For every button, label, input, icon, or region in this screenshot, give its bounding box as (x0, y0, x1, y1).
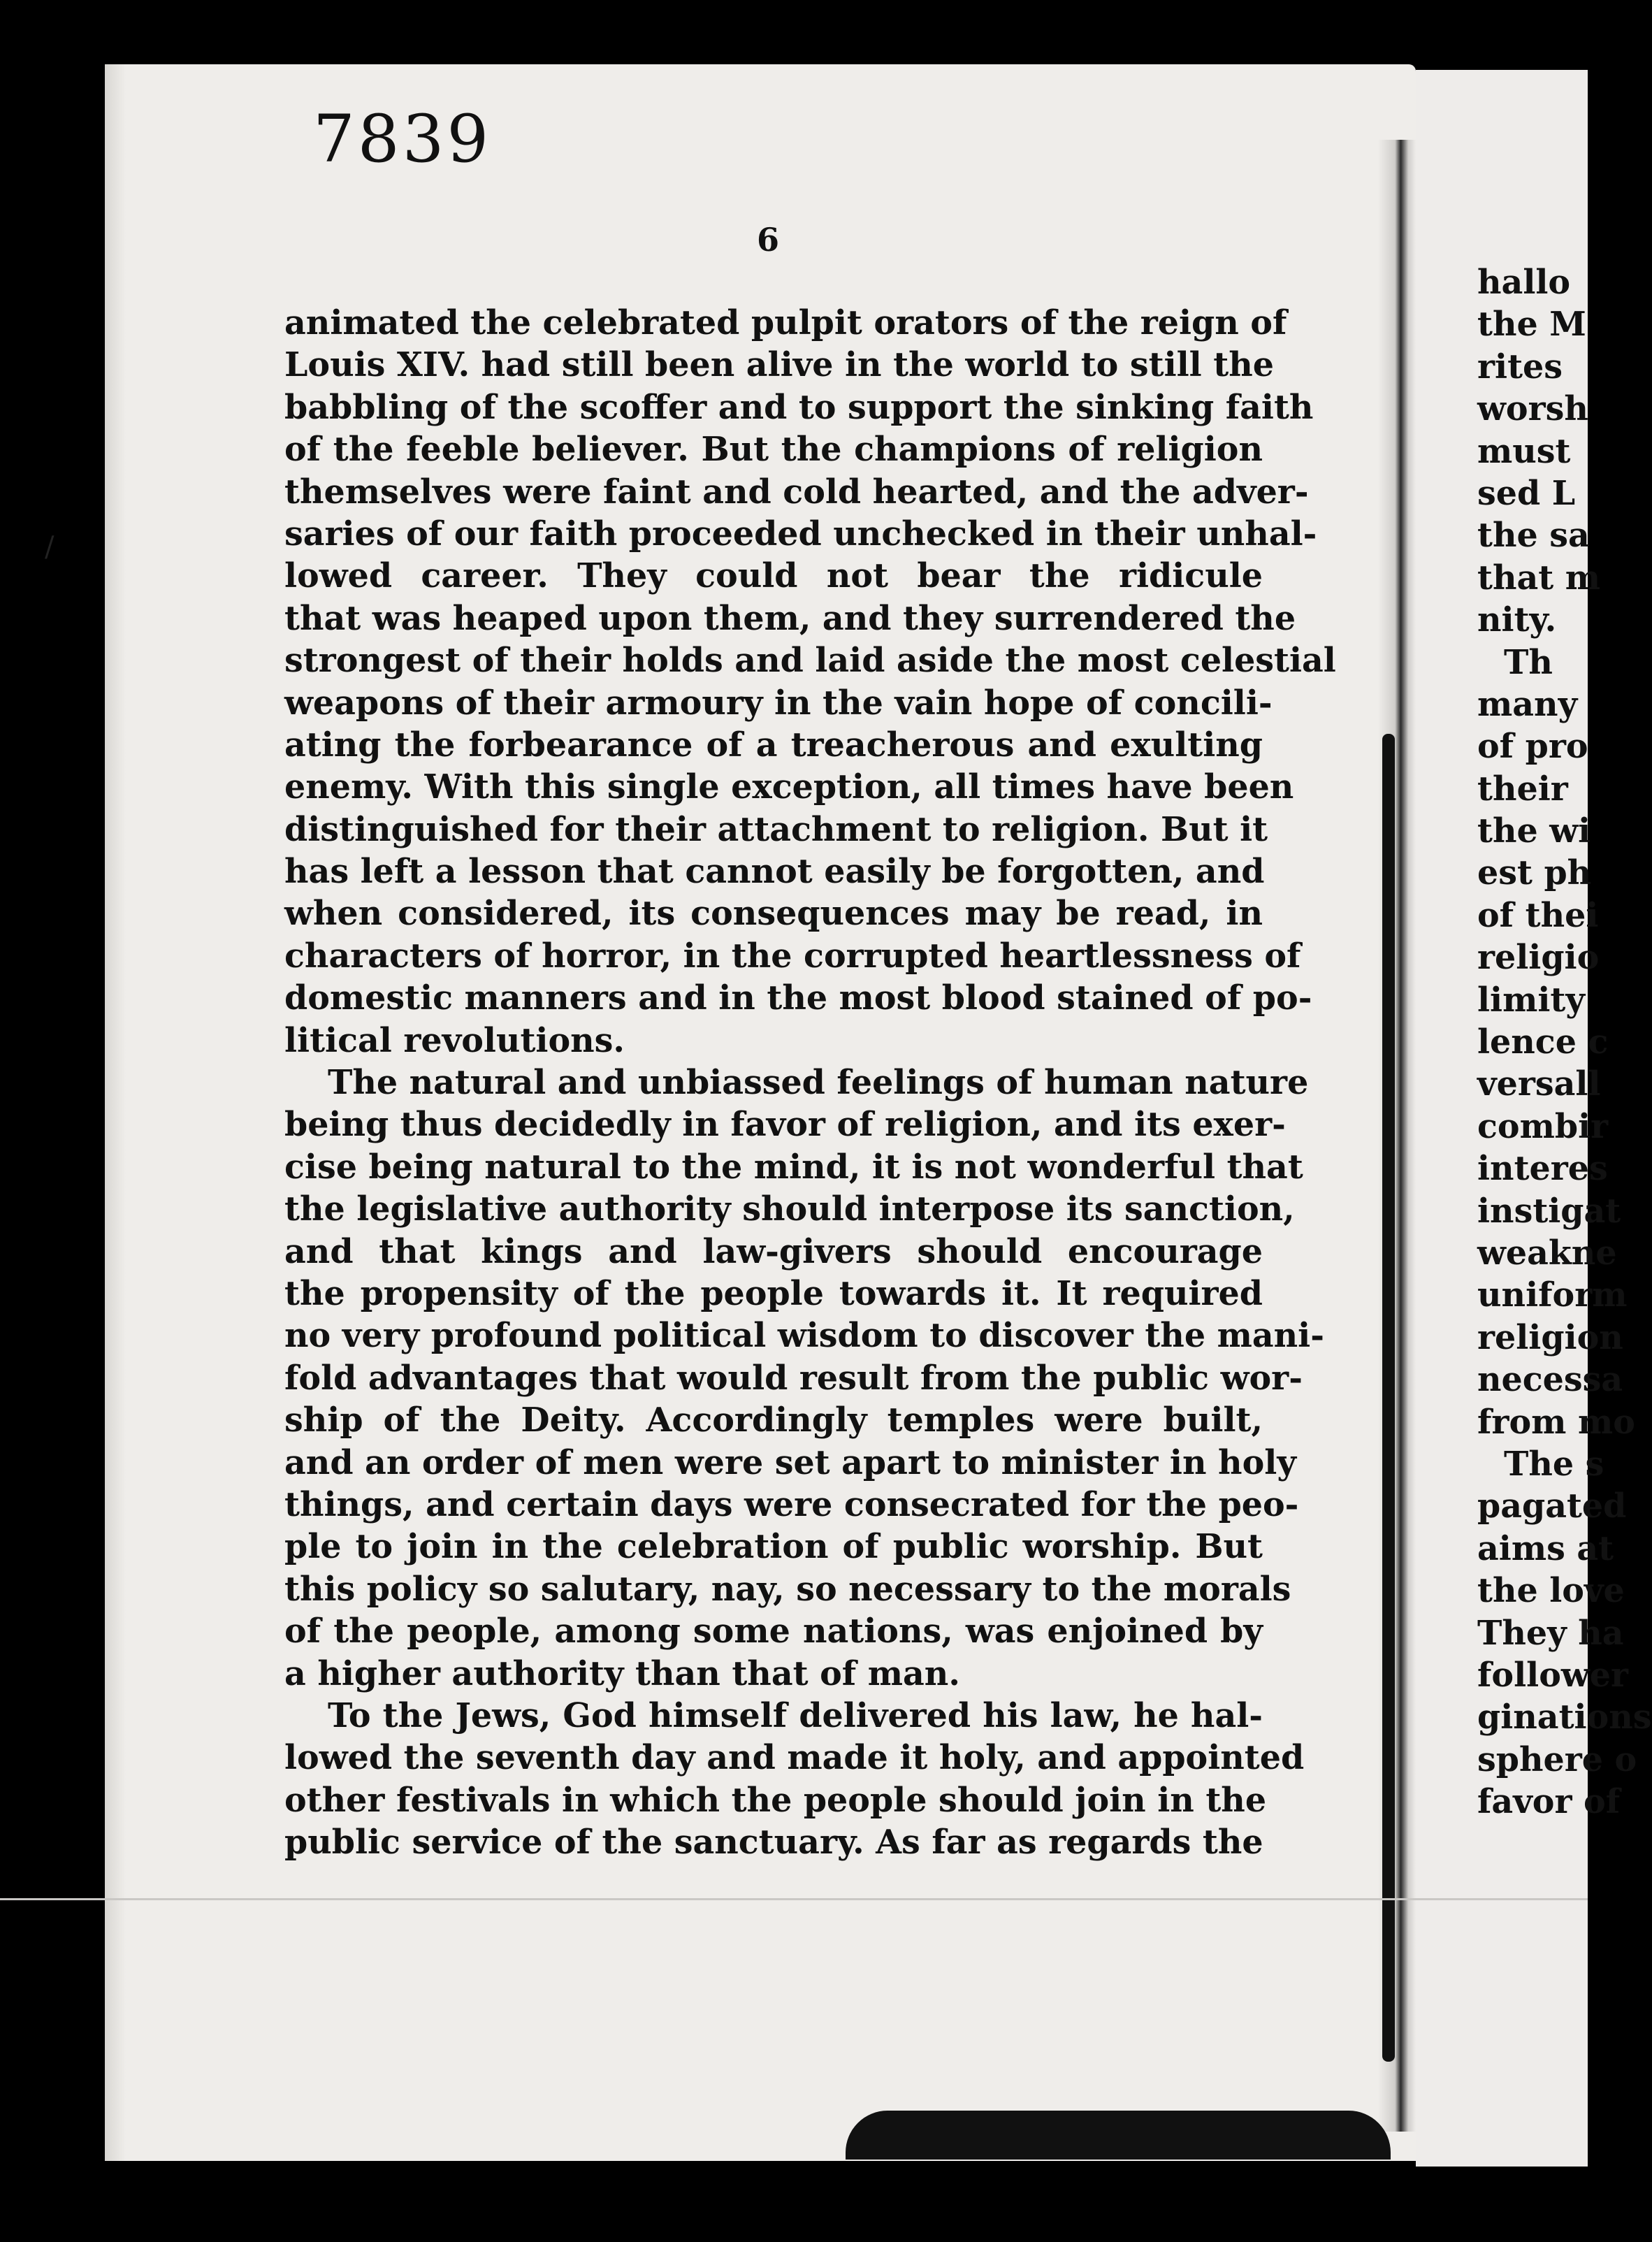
text-line: when considered, its consequences may be read, in (284, 894, 1263, 934)
page-number: 6 (757, 221, 780, 259)
text-line: fold advantages that would result from the public wor- (284, 1358, 1303, 1398)
text-line: Th (1504, 642, 1553, 682)
text-line: the sa (1477, 516, 1590, 556)
text-line: Louis XIV. had still been alive in the world to still the (284, 345, 1274, 385)
text-line: enemy. With this single exception, all times have been (284, 767, 1294, 807)
text-line: their (1477, 769, 1568, 809)
text-line: the legislative authority should interpose its sanction, (284, 1189, 1295, 1229)
text-line: weapons of their armoury in the vain hope of concili- (284, 683, 1273, 723)
text-line: aims at (1477, 1528, 1614, 1568)
text-line: The natural and unbiassed feelings of human nature (328, 1063, 1309, 1103)
text-line: themselves were faint and cold hearted, and the adver- (284, 472, 1309, 512)
text-line: pagated (1477, 1487, 1627, 1526)
text-line: cise being natural to the mind, it is not wonderful that (284, 1147, 1303, 1187)
text-line: nity. (1477, 600, 1557, 640)
text-line: strongest of their holds and laid aside the most celestial (284, 641, 1336, 681)
text-line: from mo (1477, 1402, 1635, 1442)
text-line: ginations (1477, 1698, 1652, 1737)
text-line: that m (1477, 558, 1600, 598)
left-page-edge (105, 64, 126, 2161)
margin-mark: / (45, 531, 55, 563)
text-line: ple to join in the celebration of public worship. But (284, 1527, 1263, 1567)
text-line: no very profound political wisdom to discover the mani- (284, 1316, 1324, 1356)
left-page-text (284, 302, 1336, 1863)
text-line: sed L (1477, 473, 1576, 513)
text-line: uniform (1477, 1275, 1628, 1315)
catalog-number: 7839 (313, 101, 492, 178)
text-line: rites (1477, 347, 1563, 386)
text-line: animated the celebrated pulpit orators of the reign of (284, 303, 1287, 342)
text-line: limity (1477, 980, 1585, 1020)
text-line: that was heaped upon them, and they surrendered the (284, 598, 1296, 638)
text-line: lowed the seventh day and made it holy, and appointed (284, 1738, 1305, 1778)
text-line: being thus decidedly in favor of religion, and its exer- (284, 1105, 1286, 1145)
text-line: saries of our faith proceeded unchecked in their unhal- (284, 514, 1317, 554)
page-bottom-shadow (846, 2111, 1391, 2160)
text-line: versall (1477, 1064, 1601, 1104)
text-line: and an order of men were set apart to minister in holy (284, 1442, 1296, 1482)
text-line: of thei (1477, 895, 1599, 935)
text-line: the wi (1477, 811, 1591, 851)
text-line: babbling of the scoffer and to support the sinking faith (284, 387, 1314, 427)
text-line: domestic manners and in the most blood stained of po- (284, 978, 1312, 1018)
text-line: combir (1477, 1106, 1609, 1146)
text-line: sphere o (1477, 1740, 1637, 1779)
text-line: public service of the sanctuary. As far as regards the (284, 1823, 1263, 1863)
text-line: a higher authority than that of man. (284, 1654, 960, 1693)
text-line: the propensity of the people towards it. It required (284, 1273, 1263, 1313)
text-line: things, and certain days were consecrated for the peo- (284, 1484, 1299, 1524)
text-line: follower (1477, 1655, 1629, 1695)
text-line: weakne (1477, 1233, 1617, 1273)
text-line: the M (1477, 305, 1586, 345)
text-line: other festivals in which the people should join in the (284, 1780, 1267, 1820)
text-line: this policy so salutary, nay, so necessary to the morals (284, 1569, 1291, 1609)
text-line: favor of (1477, 1782, 1621, 1822)
scan-artifact-line (0, 1898, 1588, 1900)
text-line: est ph (1477, 853, 1592, 893)
text-line: They ha (1477, 1613, 1624, 1653)
text-line: ship of the Deity. Accordingly temples were built, (284, 1401, 1263, 1440)
text-line: distinguished for their attachment to religion. But it (284, 809, 1268, 849)
text-line: hallo (1477, 263, 1571, 302)
right-page-text (1477, 261, 1652, 1823)
text-line: lowed career. They could not bear the ridicule (284, 556, 1263, 596)
text-line: and that kings and law-givers should encourage (284, 1231, 1263, 1271)
text-line: of pro (1477, 727, 1588, 767)
text-line: litical revolutions. (284, 1020, 625, 1060)
text-line: of the feeble believer. But the champions of religion (284, 430, 1263, 470)
spine-shadow (1382, 734, 1395, 2062)
text-line: The s (1504, 1444, 1604, 1484)
text-line: ating the forbearance of a treacherous and exulting (284, 725, 1263, 765)
text-line: religion (1477, 1317, 1623, 1357)
text-line: instigat (1477, 1191, 1621, 1231)
text-line: many (1477, 684, 1578, 724)
text-line: has left a lesson that cannot easily be forgotten, and (284, 852, 1265, 892)
text-line: worsh (1477, 389, 1588, 429)
text-line: the love (1477, 1571, 1625, 1611)
text-line: necessa (1477, 1360, 1623, 1400)
text-line: of the people, among some nations, was enjoined by (284, 1612, 1263, 1651)
text-line: must (1477, 431, 1571, 471)
text-line: interes (1477, 1149, 1608, 1189)
text-line: religio (1477, 938, 1600, 978)
text-line: characters of horror, in the corrupted heartlessness of (284, 936, 1301, 976)
text-line: lence c (1477, 1022, 1609, 1062)
text-line: To the Jews, God himself delivered his law, he hal- (328, 1695, 1263, 1735)
